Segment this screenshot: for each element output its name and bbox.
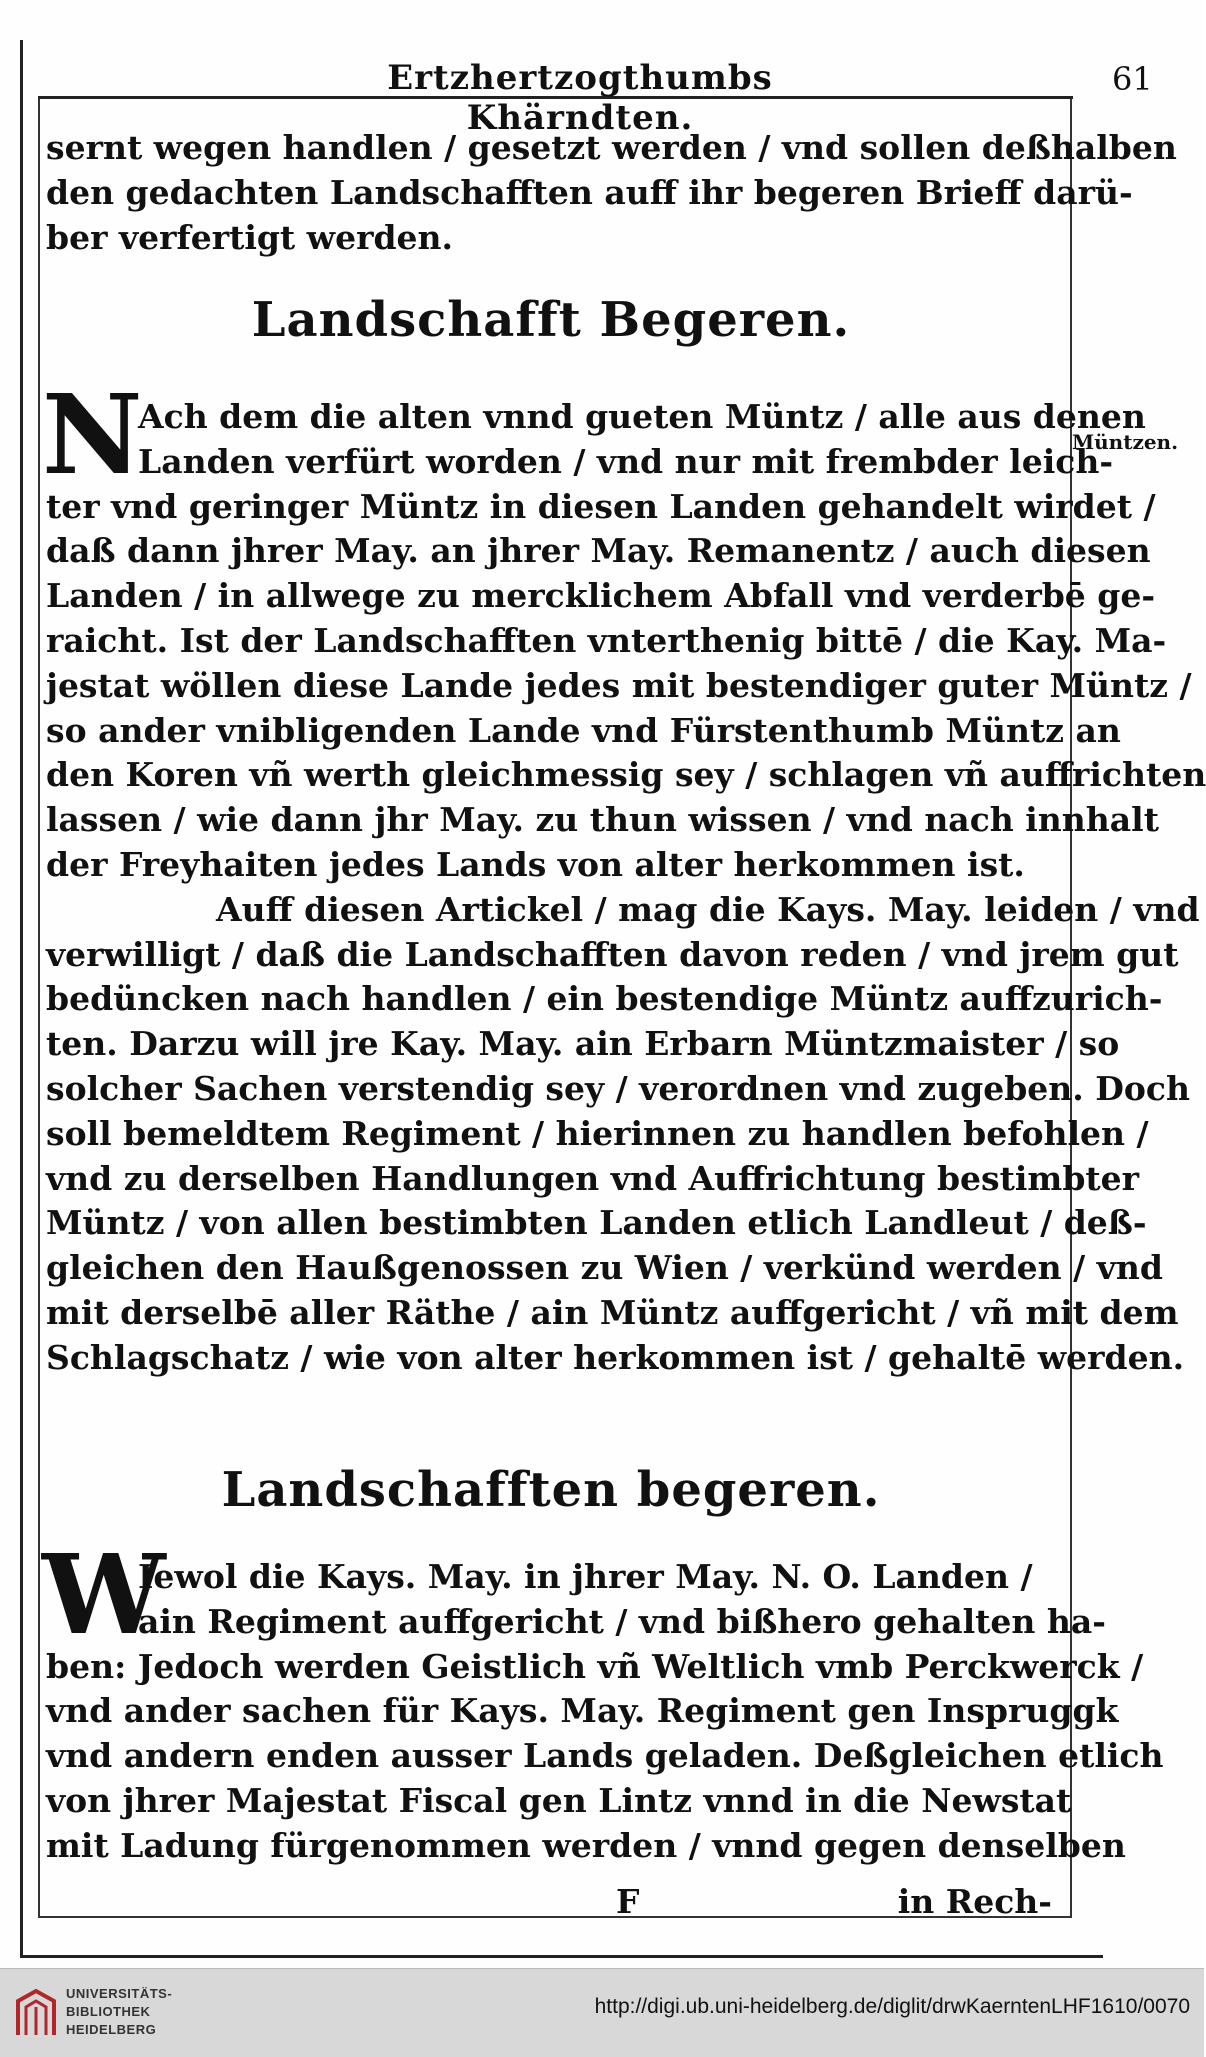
text-line: Schlagschatz / wie von alter herkommen ist / gehaltē werden. — [46, 1337, 1185, 1377]
library-logo-icon — [14, 1987, 58, 2039]
text-line: ten. Darzu will jre Kay. May. ain Erbarn Müntzmaister / so — [46, 1024, 1120, 1064]
text-line: jestat wöllen diese Lande jedes mit bestendiger guter Müntz / — [46, 665, 1192, 705]
running-head: Ertzhertzogthumbs Khärndten. — [387, 58, 773, 138]
text-line: so ander vnibligenden Lande vnd Fürstenthumb Müntz an — [46, 710, 1121, 750]
page-number: 61 — [1112, 60, 1153, 98]
intro-paragraph — [46, 126, 1177, 260]
text-line: raicht. Ist der Landschafften vnterthenig bittē / die Kay. Ma- — [46, 620, 1167, 660]
text-line: bedüncken nach handlen / ein bestendige Müntz auffzurich- — [46, 979, 1163, 1019]
viewer-footer — [0, 1968, 1204, 2057]
text-line: Landen / in allwege zu mercklichem Abfall vnd verderbē ge- — [46, 576, 1156, 616]
library-name — [66, 1985, 172, 2039]
text-line: ain Regiment auffgericht / vnd bißhero gehalten ha- — [138, 1601, 1106, 1641]
text-line: lassen / wie dann jhr May. zu thun wissen / vnd nach innhalt — [46, 800, 1159, 840]
drop-cap-2: W — [42, 1530, 166, 1659]
text-line: ter vnd geringer Müntz in diesen Landen gehandelt wirdet / — [46, 486, 1156, 526]
text-line: Iewol die Kays. May. in jhrer May. N. O. Landen / — [138, 1557, 1033, 1596]
drop-cap-1: N — [42, 370, 143, 499]
section-2-paragraph — [46, 1555, 1164, 1869]
text-line: daß dann jhrer May. an jhrer May. Remanentz / auch diesen — [46, 531, 1151, 571]
text-line: soll bemeldtem Regiment / hierinnen zu handlen befohlen / — [46, 1113, 1149, 1153]
text-line: gleichen den Haußgenossen zu Wien / verkünd werden / vnd — [46, 1248, 1163, 1288]
text-line: vnd andern enden ausser Lands geladen. Deßgleichen etlich — [46, 1736, 1164, 1776]
signature-mark: F — [616, 1882, 640, 1921]
library-name-line: BIBLIOTHEK — [66, 2004, 151, 2019]
text-line: solcher Sachen verstendig sey / verordnen vnd zugeben. Doch — [46, 1068, 1190, 1108]
text-line: mit derselbē aller Räthe / ain Müntz auffgericht / vñ mit dem — [46, 1292, 1179, 1332]
catchword-row — [46, 1882, 1056, 1926]
text-line: sernt wegen handlen / gesetzt werden / vnd sollen deßhalben — [46, 128, 1177, 167]
text-line: Landen verfürt worden / vnd nur mit frembder leich- — [138, 441, 1114, 481]
section-heading-2: Landschafften begeren. — [221, 1462, 881, 1518]
text-line: vnd ander sachen für Kays. May. Regiment gen Inspruggk — [46, 1691, 1119, 1731]
text-line: Ach dem die alten vnnd gueten Müntz / alle aus denen — [138, 397, 1146, 436]
text-line: verwilligt / daß die Landschafften davon reden / vnd jrem gut — [46, 934, 1179, 974]
text-line: Auff diesen Artickel / mag die Kays. May. leiden / vnd — [216, 889, 1200, 929]
text-line: mit Ladung fürgenommen werden / vnnd gegen denselben — [46, 1825, 1126, 1865]
text-line: Müntz / von allen bestimbten Landen etlich Landleut / deß- — [46, 1203, 1147, 1243]
catchword: in Rech- — [897, 1882, 1052, 1921]
section-heading-1: Landschafft Begeren. — [251, 292, 851, 348]
text-line: vnd zu derselben Handlungen vnd Auffrichtung bestimbter — [46, 1158, 1140, 1198]
text-line: den Koren vñ werth gleichmessig sey / schlagen vñ auffrichten — [46, 755, 1206, 795]
text-line: der Freyhaiten jedes Lands von alter herkommen ist. — [46, 844, 1025, 884]
text-line: ben: Jedoch werden Geistlich vñ Weltlich vmb Perckwerck / — [46, 1646, 1144, 1686]
text-line: ber verfertigt werden. — [46, 217, 454, 257]
library-name-line: UNIVERSITÄTS- — [66, 1986, 173, 2001]
library-name-line: HEIDELBERG — [66, 2022, 157, 2037]
text-line: von jhrer Majestat Fiscal gen Lintz vnnd in die Newstat — [46, 1780, 1072, 1820]
permalink-url[interactable]: http://digi.ub.uni-heidelberg.de/diglit/drwKaerntenLHF1610/0070 — [594, 1995, 1190, 2018]
margin-note: Müntzen. — [1072, 430, 1179, 454]
text-line: den gedachten Landschafften auff ihr begeren Brieff darü- — [46, 172, 1133, 212]
